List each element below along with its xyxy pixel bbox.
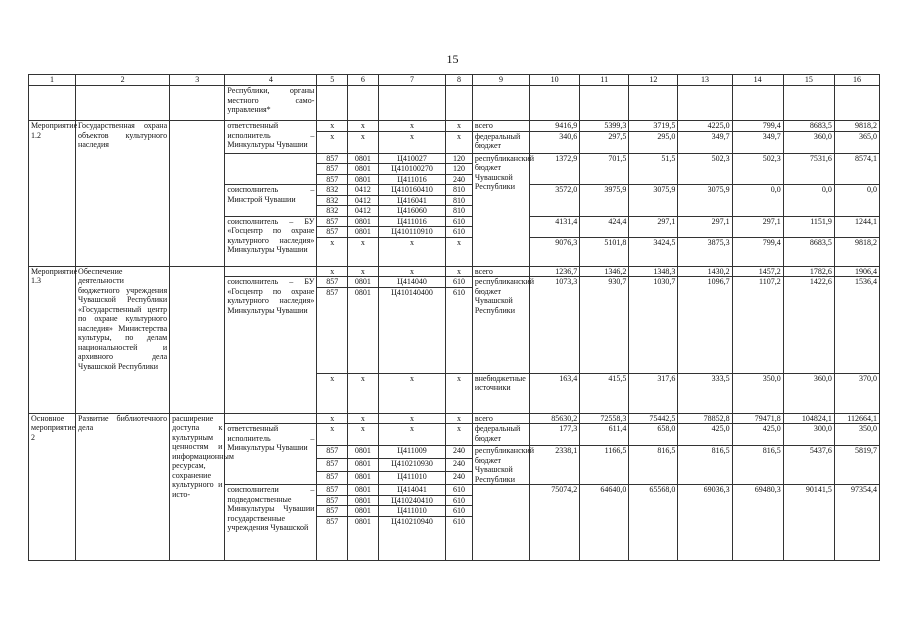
value-cell: 816,5 <box>629 446 678 485</box>
code-cell: 857 <box>317 516 348 560</box>
value-cell: 1906,4 <box>834 266 879 277</box>
event-name-cell: Обеспечение деятельности бюджетного учреждения Чувашской Республики «Государственный центр по охране культурного наследия» Министерства культуры, по делам национальностей и архивного дела Чувашской Республики <box>76 266 170 413</box>
value-cell: 370,0 <box>834 373 879 413</box>
value-cell: 2338,1 <box>530 446 580 485</box>
value-cell: 69036,3 <box>678 485 732 561</box>
value-cell: 350,0 <box>834 424 879 446</box>
code-cell: 832 <box>317 195 348 206</box>
funding-source-cell: республиканский бюджет Чувашской Республики <box>472 446 529 485</box>
value-cell: 1430,2 <box>678 266 732 277</box>
column-header: 9 <box>472 75 529 86</box>
column-header: 14 <box>732 75 783 86</box>
code-cell: 610 <box>446 506 473 517</box>
value-cell: 317,6 <box>629 373 678 413</box>
code-cell: 857 <box>317 287 348 373</box>
continuation-row <box>29 86 880 121</box>
value-cell: 3875,3 <box>678 237 732 266</box>
code-cell: Ц416060 <box>378 206 446 217</box>
value-cell: 5399,3 <box>580 121 629 132</box>
value-cell: 1073,3 <box>530 277 580 374</box>
value-cell: 1236,7 <box>530 266 580 277</box>
code-cell: x <box>446 266 473 277</box>
value-cell: 360,0 <box>783 131 834 153</box>
value-cell: 3075,9 <box>629 185 678 217</box>
value-cell: 1457,2 <box>732 266 783 277</box>
column-header-row <box>29 75 880 86</box>
funding-source-cell: федеральный бюджет <box>472 131 529 153</box>
value-cell: 4225,0 <box>678 121 732 132</box>
table-row <box>29 121 880 132</box>
code-cell: 0801 <box>348 174 379 185</box>
code-cell: 857 <box>317 164 348 175</box>
funding-source-cell: федеральный бюджет <box>472 424 529 446</box>
value-cell: 3975,9 <box>580 185 629 217</box>
code-cell: Ц414041 <box>378 485 446 496</box>
code-cell: 0801 <box>348 459 379 472</box>
code-cell: x <box>446 121 473 132</box>
value-cell: 4131,4 <box>530 216 580 237</box>
value-cell: 297,1 <box>678 216 732 237</box>
code-cell: 0801 <box>348 516 379 560</box>
value-cell: 1536,4 <box>834 277 879 374</box>
column-header: 15 <box>783 75 834 86</box>
value-cell: 360,0 <box>783 373 834 413</box>
code-cell: x <box>317 266 348 277</box>
value-cell: 365,0 <box>834 131 879 153</box>
value-cell: 816,5 <box>732 446 783 485</box>
value-cell: 104824,1 <box>783 413 834 424</box>
code-cell: x <box>446 237 473 266</box>
code-cell: 857 <box>317 472 348 485</box>
code-cell: x <box>348 424 379 446</box>
code-cell: x <box>446 424 473 446</box>
code-cell: x <box>378 266 446 277</box>
column-header: 16 <box>834 75 879 86</box>
result-cell: расширение доступа к культурным ценностям и информационным ресурсам, сохранение культурного и исто- <box>170 413 225 560</box>
code-cell: x <box>378 131 446 153</box>
code-cell: x <box>378 237 446 266</box>
value-cell: 1244,1 <box>834 216 879 237</box>
value-cell: 799,4 <box>732 121 783 132</box>
value-cell: 9818,2 <box>834 121 879 132</box>
value-cell: 75074,2 <box>530 485 580 561</box>
code-cell: 0801 <box>348 277 379 288</box>
code-cell: 240 <box>446 446 473 459</box>
value-cell: 799,4 <box>732 237 783 266</box>
code-cell: Ц411009 <box>378 446 446 459</box>
value-cell: 3572,0 <box>530 185 580 217</box>
code-cell: 610 <box>446 277 473 288</box>
value-cell: 1422,6 <box>783 277 834 374</box>
code-cell: 0801 <box>348 227 379 238</box>
value-cell: 701,5 <box>580 153 629 185</box>
code-cell: Ц411016 <box>378 174 446 185</box>
code-cell: Ц410210930 <box>378 459 446 472</box>
code-cell: 610 <box>446 495 473 506</box>
value-cell: 9416,9 <box>530 121 580 132</box>
code-cell: x <box>317 424 348 446</box>
code-cell: x <box>348 413 379 424</box>
column-header: 3 <box>170 75 225 86</box>
code-cell: x <box>378 121 446 132</box>
code-cell: 0412 <box>348 185 379 196</box>
event-name-cell: Развитие библиотечного дела <box>76 413 170 560</box>
value-cell: 502,3 <box>678 153 732 185</box>
code-cell: 857 <box>317 459 348 472</box>
code-cell: 0801 <box>348 506 379 517</box>
code-cell: x <box>348 373 379 413</box>
code-cell: 810 <box>446 185 473 196</box>
value-cell: 5101,8 <box>580 237 629 266</box>
code-cell: Ц411016 <box>378 216 446 227</box>
code-cell: x <box>378 413 446 424</box>
code-cell: 0412 <box>348 195 379 206</box>
event-name-cell: Государственная охрана объектов культурного наследия <box>76 121 170 267</box>
value-cell: 65568,0 <box>629 485 678 561</box>
value-cell: 9076,3 <box>530 237 580 266</box>
value-cell: 0,0 <box>732 185 783 217</box>
value-cell: 300,0 <box>783 424 834 446</box>
value-cell: 3719,5 <box>629 121 678 132</box>
column-header: 13 <box>678 75 732 86</box>
value-cell: 1107,2 <box>732 277 783 374</box>
code-cell: x <box>317 121 348 132</box>
code-cell: Ц414040 <box>378 277 446 288</box>
executor-cell <box>225 413 317 424</box>
value-cell: 177,3 <box>530 424 580 446</box>
code-cell: 857 <box>317 495 348 506</box>
code-cell: 240 <box>446 472 473 485</box>
value-cell: 1372,9 <box>530 153 580 185</box>
funding-source-cell: республиканский бюджет Чувашской Республики <box>472 277 529 374</box>
code-cell: Ц410110910 <box>378 227 446 238</box>
code-cell: 610 <box>446 216 473 227</box>
funding-source-cell: всего <box>472 266 529 277</box>
value-cell: 930,7 <box>580 277 629 374</box>
event-number-cell: Мероприятие 1.2 <box>29 121 76 267</box>
code-cell: 0801 <box>348 287 379 373</box>
value-cell: 8683,5 <box>783 237 834 266</box>
value-cell: 658,0 <box>629 424 678 446</box>
executor-cell: соисполнитель – БУ «Госцентр по охране культурного наследия» Минкультуры Чувашии <box>225 216 317 266</box>
value-cell: 425,0 <box>732 424 783 446</box>
value-cell: 72558,3 <box>580 413 629 424</box>
value-cell: 425,0 <box>678 424 732 446</box>
value-cell: 0,0 <box>783 185 834 217</box>
value-cell: 7531,6 <box>783 153 834 185</box>
value-cell: 5819,7 <box>834 446 879 485</box>
code-cell: 857 <box>317 216 348 227</box>
value-cell: 3075,9 <box>678 185 732 217</box>
code-cell: 610 <box>446 227 473 238</box>
column-header: 5 <box>317 75 348 86</box>
code-cell: 857 <box>317 485 348 496</box>
event-number-cell: Основное мероприятие 2 <box>29 413 76 560</box>
code-cell: 857 <box>317 506 348 517</box>
code-cell: x <box>378 373 446 413</box>
value-cell: 333,5 <box>678 373 732 413</box>
code-cell: 0801 <box>348 164 379 175</box>
code-cell: Ц411010 <box>378 472 446 485</box>
executor-cell: соисполнители – подведомственные Минкультуры Чувашии государственные учреждения Чувашской <box>225 485 317 561</box>
column-header: 6 <box>348 75 379 86</box>
code-cell: x <box>317 373 348 413</box>
value-cell: 1346,2 <box>580 266 629 277</box>
code-cell: x <box>446 373 473 413</box>
code-cell: 857 <box>317 174 348 185</box>
executor-cell: соисполнитель – БУ «Госцентр по охране культурного наследия» Минкультуры Чувашии <box>225 277 317 414</box>
code-cell: 610 <box>446 516 473 560</box>
code-cell: x <box>446 131 473 153</box>
executor-cell: соисполнитель – Минстрой Чувашии <box>225 185 317 217</box>
funding-source-cell: всего <box>472 121 529 132</box>
code-cell: Ц416041 <box>378 195 446 206</box>
table-row <box>29 266 880 277</box>
funding-source-cell: внебюджетные источники <box>472 373 529 413</box>
code-cell: 0412 <box>348 206 379 217</box>
code-cell: 0801 <box>348 216 379 227</box>
executor-cell <box>225 153 317 185</box>
value-cell: 0,0 <box>834 185 879 217</box>
event-number-cell: Мероприятие 1.3 <box>29 266 76 413</box>
column-header: 4 <box>225 75 317 86</box>
value-cell: 3424,5 <box>629 237 678 266</box>
code-cell: 832 <box>317 185 348 196</box>
value-cell: 340,6 <box>530 131 580 153</box>
code-cell: 240 <box>446 174 473 185</box>
value-cell: 163,4 <box>530 373 580 413</box>
value-cell: 75442,5 <box>629 413 678 424</box>
value-cell: 8683,5 <box>783 121 834 132</box>
value-cell: 64640,0 <box>580 485 629 561</box>
column-header: 7 <box>378 75 446 86</box>
code-cell: Ц410160410 <box>378 185 446 196</box>
value-cell: 97354,4 <box>834 485 879 561</box>
value-cell: 1782,6 <box>783 266 834 277</box>
result-cell <box>170 266 225 413</box>
code-cell: x <box>348 237 379 266</box>
value-cell: 1348,3 <box>629 266 678 277</box>
value-cell: 415,5 <box>580 373 629 413</box>
value-cell: 297,5 <box>580 131 629 153</box>
code-cell: 0801 <box>348 485 379 496</box>
code-cell: 240 <box>446 459 473 472</box>
value-cell: 78852,8 <box>678 413 732 424</box>
code-cell: Ц410240410 <box>378 495 446 506</box>
value-cell: 112664,1 <box>834 413 879 424</box>
value-cell: 1151,9 <box>783 216 834 237</box>
executor-cell: ответственный исполнитель – Минкультуры Чувашии <box>225 121 317 154</box>
code-cell: 857 <box>317 153 348 164</box>
code-cell: 120 <box>446 164 473 175</box>
code-cell: 0801 <box>348 446 379 459</box>
value-cell: 1030,7 <box>629 277 678 374</box>
page-number: 15 <box>446 52 459 66</box>
value-cell: 349,7 <box>678 131 732 153</box>
funding-source-cell: республиканский бюджет Чувашской Республики <box>472 153 529 266</box>
code-cell: 857 <box>317 277 348 288</box>
code-cell: x <box>446 413 473 424</box>
value-cell: 349,7 <box>732 131 783 153</box>
value-cell: 1166,5 <box>580 446 629 485</box>
value-cell: 816,5 <box>678 446 732 485</box>
column-header: 12 <box>629 75 678 86</box>
value-cell: 85630,2 <box>530 413 580 424</box>
code-cell: 832 <box>317 206 348 217</box>
code-cell: Ц410210940 <box>378 516 446 560</box>
value-cell: 502,3 <box>732 153 783 185</box>
executor-cell: Республики, органы местного само-управления* <box>225 86 317 121</box>
code-cell: Ц410100270 <box>378 164 446 175</box>
value-cell: 79471,8 <box>732 413 783 424</box>
column-header: 1 <box>29 75 76 86</box>
table-row <box>29 413 880 424</box>
column-header: 8 <box>446 75 473 86</box>
code-cell: 857 <box>317 446 348 459</box>
value-cell: 297,1 <box>732 216 783 237</box>
code-cell: Ц411010 <box>378 506 446 517</box>
value-cell: 9818,2 <box>834 237 879 266</box>
funding-source-cell: всего <box>472 413 529 424</box>
code-cell: x <box>378 424 446 446</box>
budget-table <box>28 74 880 561</box>
value-cell: 8574,1 <box>834 153 879 185</box>
code-cell: x <box>348 131 379 153</box>
value-cell: 90141,5 <box>783 485 834 561</box>
code-cell: x <box>348 266 379 277</box>
value-cell: 297,1 <box>629 216 678 237</box>
column-header: 2 <box>76 75 170 86</box>
code-cell: 610 <box>446 287 473 373</box>
code-cell: x <box>317 131 348 153</box>
value-cell: 1096,7 <box>678 277 732 374</box>
value-cell: 5437,6 <box>783 446 834 485</box>
code-cell: x <box>317 237 348 266</box>
code-cell: 610 <box>446 485 473 496</box>
funding-source-cell <box>472 485 529 561</box>
code-cell: 810 <box>446 195 473 206</box>
value-cell: 350,0 <box>732 373 783 413</box>
code-cell: 0801 <box>348 495 379 506</box>
executor-cell: ответственный исполнитель – Минкультуры Чувашии <box>225 424 317 485</box>
code-cell: 810 <box>446 206 473 217</box>
code-cell: Ц410140400 <box>378 287 446 373</box>
column-header: 11 <box>580 75 629 86</box>
code-cell: x <box>348 121 379 132</box>
value-cell: 69480,3 <box>732 485 783 561</box>
value-cell: 51,5 <box>629 153 678 185</box>
code-cell: 0801 <box>348 472 379 485</box>
code-cell: x <box>317 413 348 424</box>
result-cell <box>170 121 225 267</box>
code-cell: 120 <box>446 153 473 164</box>
code-cell: 0801 <box>348 153 379 164</box>
column-header: 10 <box>530 75 580 86</box>
value-cell: 611,4 <box>580 424 629 446</box>
code-cell: 857 <box>317 227 348 238</box>
value-cell: 424,4 <box>580 216 629 237</box>
value-cell: 295,0 <box>629 131 678 153</box>
executor-cell <box>225 266 317 277</box>
code-cell: Ц410027 <box>378 153 446 164</box>
